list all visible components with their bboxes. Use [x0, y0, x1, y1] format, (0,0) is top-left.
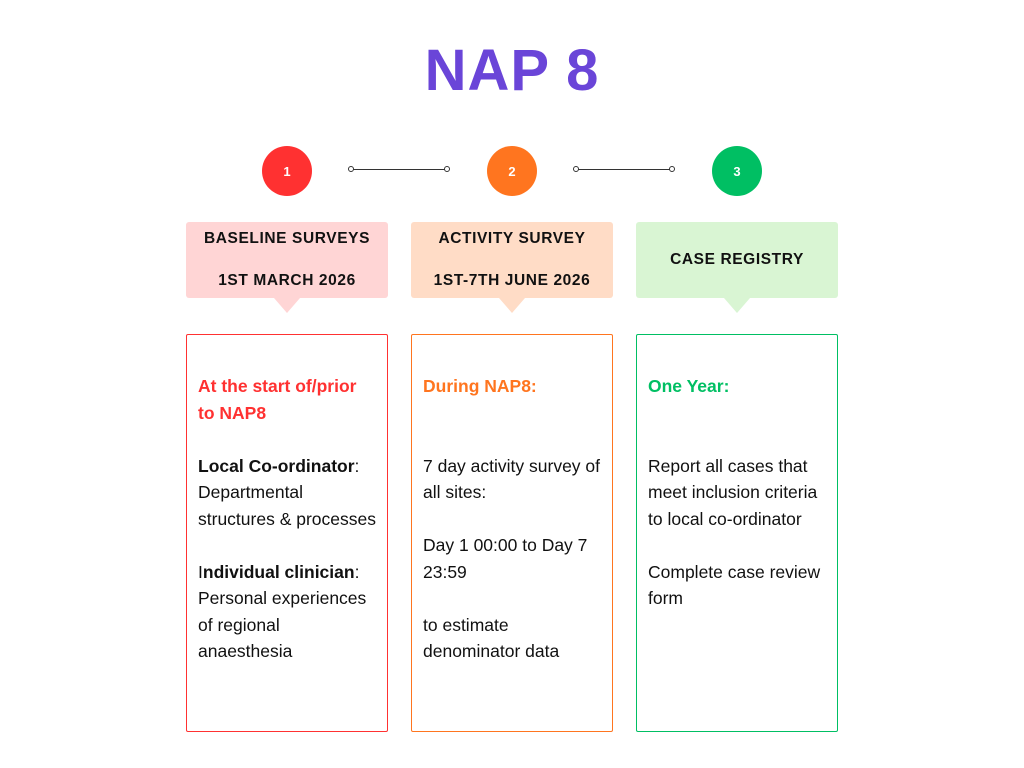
- stage-2-pointer: [499, 298, 525, 313]
- stage-2-header: [411, 222, 613, 298]
- stage-2-para-3: to estimate denominator data: [423, 614, 560, 661]
- stage-1-role-clinician: Individual clinician: Personal experiences of regional anaesthesia: [198, 561, 367, 661]
- stage-3-title: CASE REGISTRY: [670, 251, 804, 268]
- role-coordinator-text: Departmental structures & processes: [198, 482, 376, 529]
- page-title: NAP 8: [424, 38, 600, 103]
- stage-1-details: [186, 334, 388, 732]
- step-3-number: 3: [733, 163, 741, 179]
- step-2-circle: [487, 146, 537, 196]
- connector-2-3: [578, 169, 670, 170]
- role-clinician-label: ndividual clinician: [202, 561, 355, 582]
- stage-1-header: [186, 222, 388, 298]
- stage-1-pointer: [274, 298, 300, 313]
- step-3-circle: [712, 146, 762, 196]
- role-clinician-text: Personal experiences of regional anaesthesia: [198, 588, 367, 661]
- stage-1-heading: At the start of/prior to NAP8: [198, 376, 357, 423]
- stage-1-title: BASELINE SURVEYS: [203, 230, 371, 247]
- step-1-circle: [262, 146, 312, 196]
- stage-1-date: 1ST MARCH 2026: [218, 272, 356, 289]
- step-1-number: 1: [283, 163, 291, 179]
- stage-2-date: 1ST-7TH JUNE 2026: [433, 272, 591, 289]
- role-coordinator-label: Local Co-ordinator: [198, 455, 355, 476]
- stage-1-role-coordinator: Local Co-ordinator: Departmental structures & processes: [198, 455, 376, 529]
- stage-2-para-1: 7 day activity survey of all sites:: [423, 455, 601, 502]
- stage-3-para-2: Complete case review form: [648, 561, 821, 608]
- stage-3-details: [636, 334, 838, 732]
- stage-3-pointer: [724, 298, 750, 313]
- role-clinician-prefix: I: [198, 561, 203, 582]
- connector-1-2: [353, 169, 445, 170]
- stage-2-heading: During NAP8:: [423, 376, 537, 396]
- stage-3-para-1: Report all cases that meet inclusion criteria to local co-ordinator: [648, 455, 818, 529]
- step-2-number: 2: [508, 163, 516, 179]
- stage-2-details: [411, 334, 613, 732]
- stage-2-title: ACTIVITY SURVEY: [438, 230, 586, 247]
- stage-3-heading: One Year:: [648, 376, 730, 396]
- stage-3-header: [636, 222, 838, 298]
- stage-2-para-2: Day 1 00:00 to Day 7 23:59: [423, 535, 588, 582]
